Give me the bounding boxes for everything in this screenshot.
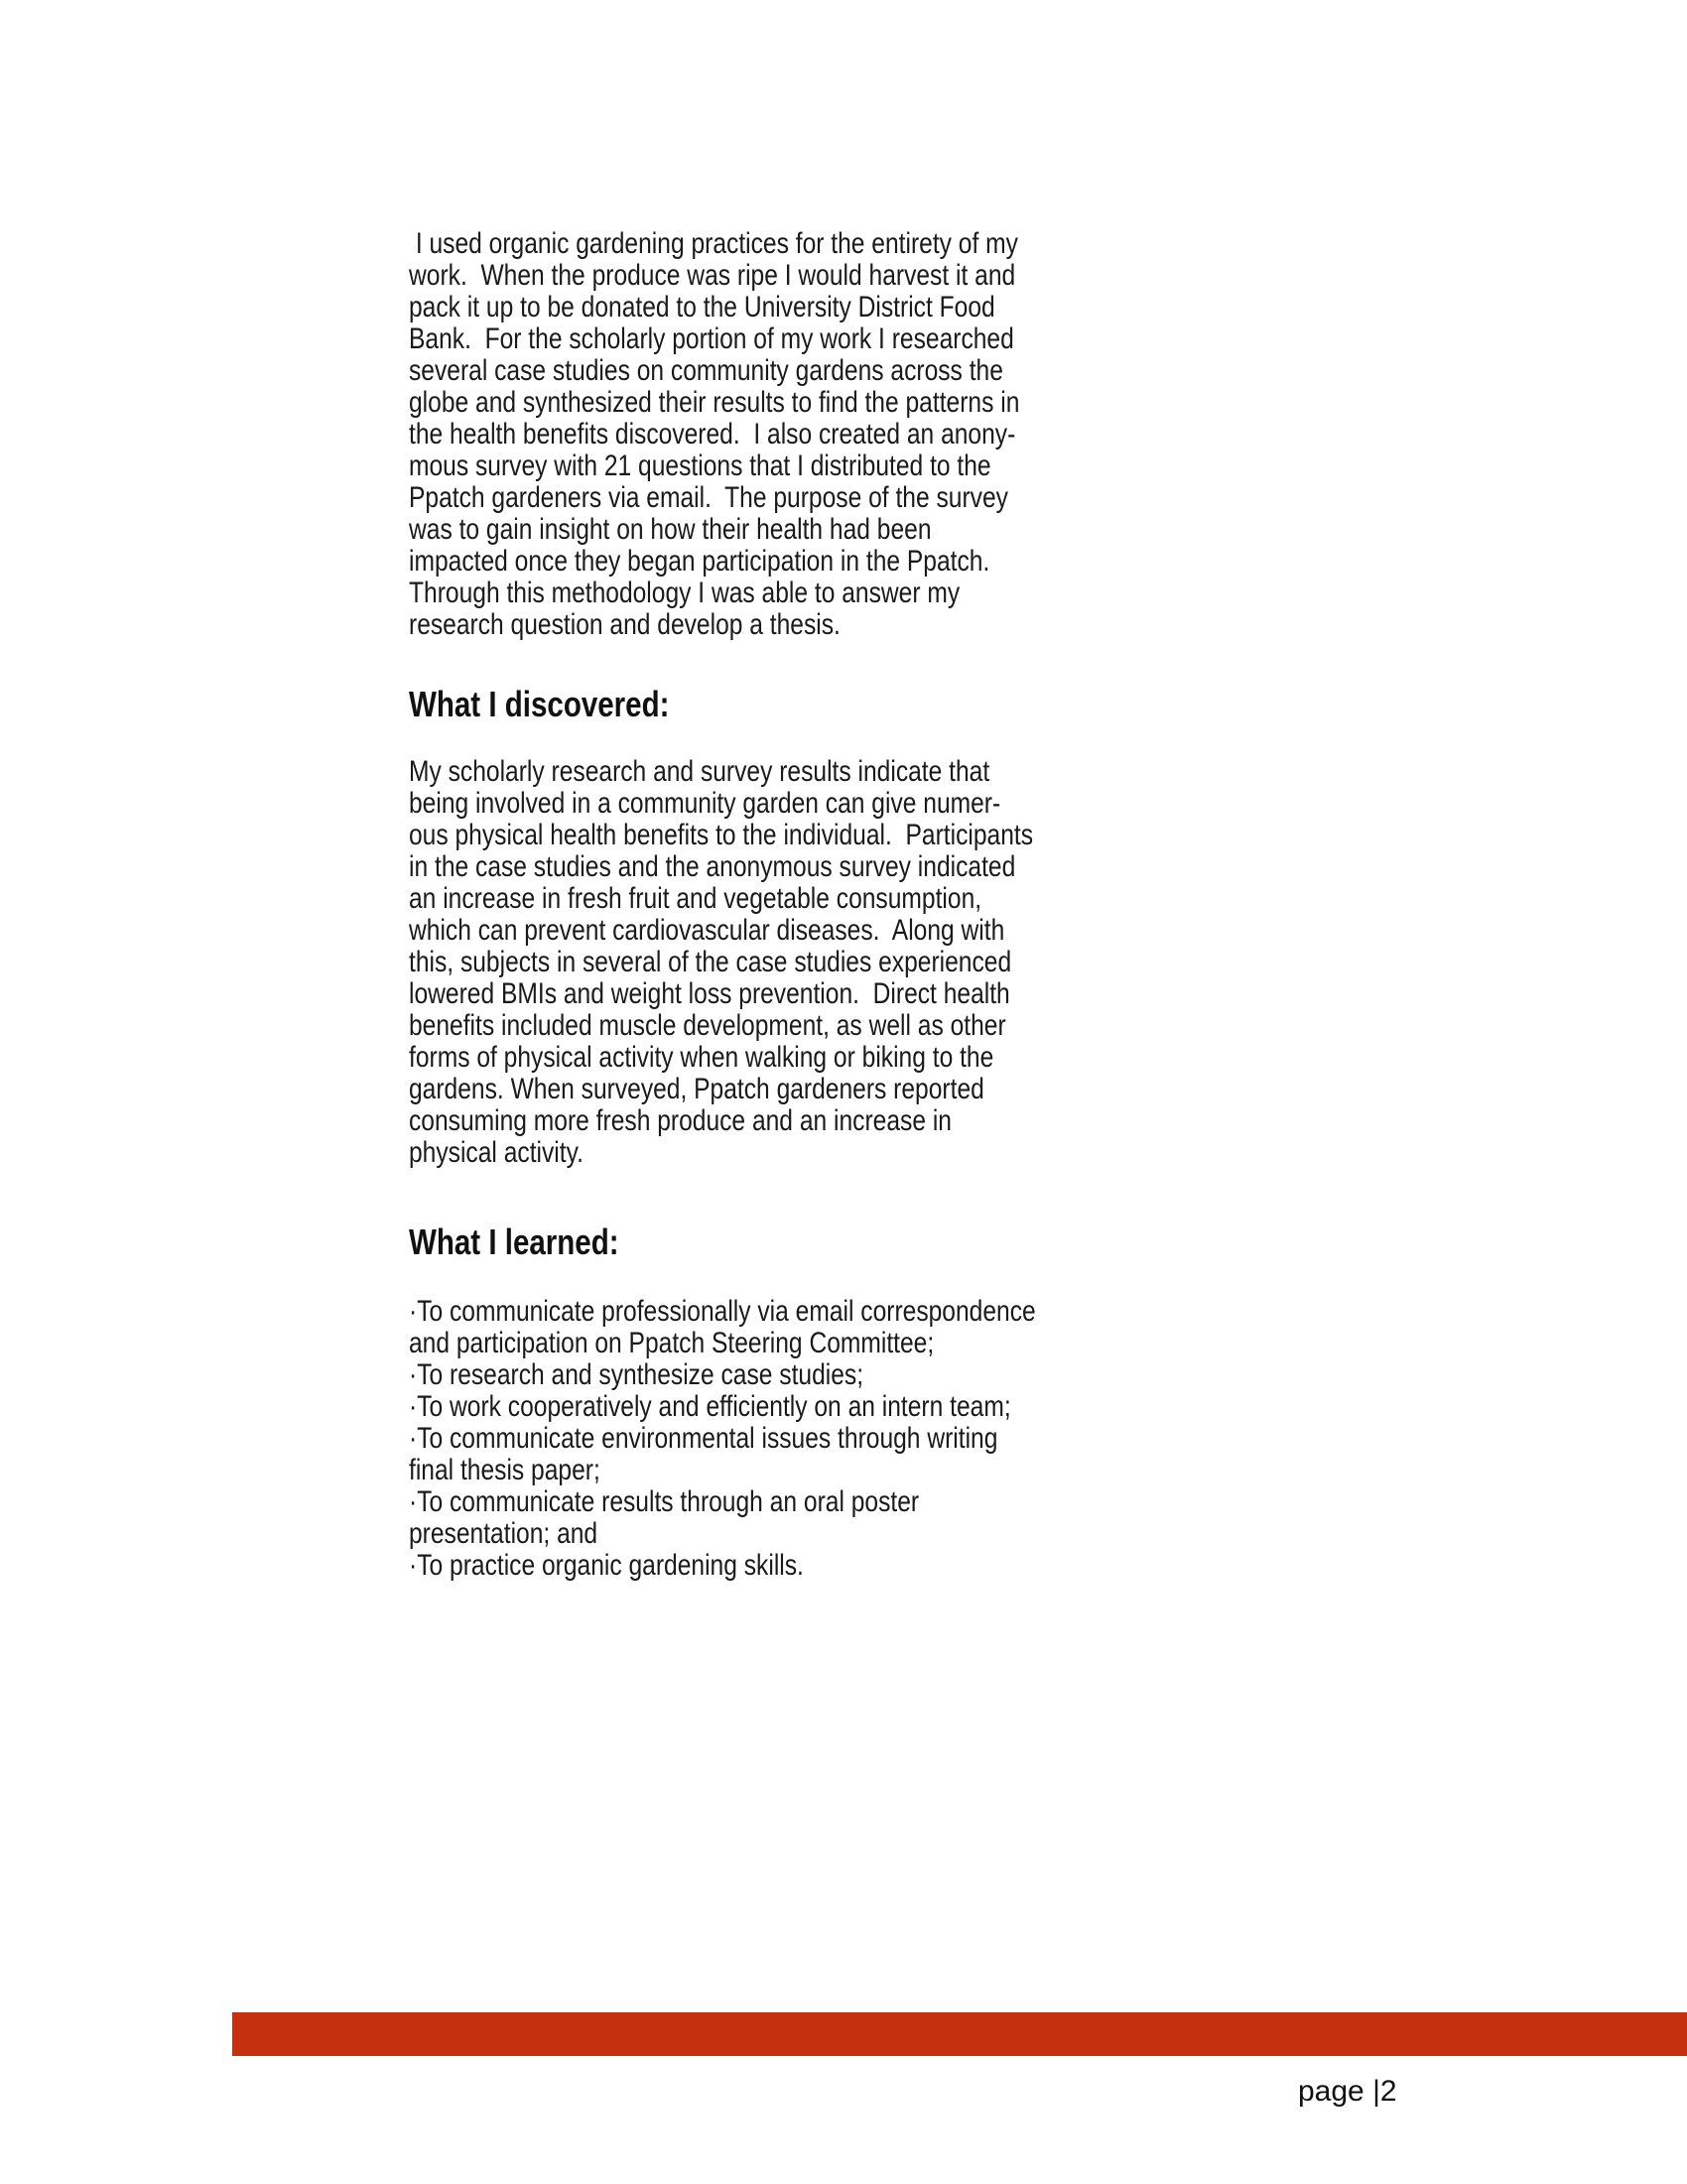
learned-heading: What I learned:: [409, 1221, 619, 1262]
discovered-heading: What I discovered:: [409, 684, 670, 724]
text-line: Through this methodology I was able to answer my: [409, 577, 961, 609]
text-line: several case studies on community gardens across the: [409, 354, 1003, 387]
text-line: an increase in fresh fruit and vegetable consumption,: [409, 882, 982, 915]
text-line: ·To work cooperatively and efficiently on an intern team;: [409, 1390, 1011, 1423]
text-line: work. When the produce was ripe I would harvest it and: [409, 259, 1016, 292]
text-line: lowered BMIs and weight loss prevention. Direct health: [409, 977, 1010, 1010]
text-line: ·To communicate results through an oral poster: [409, 1485, 920, 1518]
text-line: and participation on Ppatch Steering Committee;: [409, 1327, 935, 1359]
text-line: ·To communicate environmental issues through writing: [409, 1422, 998, 1455]
text-line: in the case studies and the anonymous survey indicated: [409, 850, 1016, 883]
text-line: consuming more fresh produce and an increase in: [409, 1104, 952, 1137]
text-line: benefits included muscle development, as well as other: [409, 1009, 1006, 1042]
text-line: being involved in a community garden can give numer-: [409, 787, 1001, 820]
text-line: which can prevent cardiovascular diseases. Along with: [409, 914, 1005, 947]
learned-bullet-list: [409, 1296, 1085, 1582]
page-number: page |2: [1298, 2075, 1397, 2108]
text-line: ·To practice organic gardening skills.: [409, 1549, 804, 1582]
footer-accent-bar: [232, 2012, 1687, 2056]
text-line: forms of physical activity when walking or biking to the: [409, 1041, 994, 1074]
text-line: gardens. When surveyed, Ppatch gardeners reported: [409, 1073, 984, 1105]
text-line: I used organic gardening practices for the entirety of my: [409, 227, 1018, 260]
text-line: impacted once they began participation in the Ppatch.: [409, 545, 990, 578]
text-line: presentation; and: [409, 1517, 598, 1550]
text-line: ·To research and synthesize case studies;: [409, 1358, 864, 1391]
text-line: Bank. For the scholarly portion of my work I researched: [409, 322, 1014, 355]
text-line: mous survey with 21 questions that I distributed to the: [409, 450, 991, 482]
intro-paragraph: [409, 228, 1085, 641]
text-line: physical activity.: [409, 1136, 584, 1169]
text-line: ·To communicate professionally via email correspondence: [409, 1295, 1036, 1328]
text-line: globe and synthesized their results to find the patterns in: [409, 386, 1020, 419]
text-line: pack it up to be donated to the University District Food: [409, 291, 995, 323]
text-line: Ppatch gardeners via email. The purpose of the survey: [409, 481, 1008, 514]
text-line: was to gain insight on how their health had been: [409, 513, 932, 546]
discovered-paragraph: [409, 756, 1085, 1169]
body-text-column: [409, 228, 1085, 1582]
text-line: My scholarly research and survey results indicate that: [409, 755, 990, 788]
text-line: research question and develop a thesis.: [409, 608, 841, 641]
text-line: final thesis paper;: [409, 1454, 600, 1486]
text-line: ous physical health benefits to the individual. Participants: [409, 819, 1034, 851]
text-line: this, subjects in several of the case studies experienced: [409, 946, 1012, 978]
text-line: the health benefits discovered. I also created an anony-: [409, 418, 1016, 450]
